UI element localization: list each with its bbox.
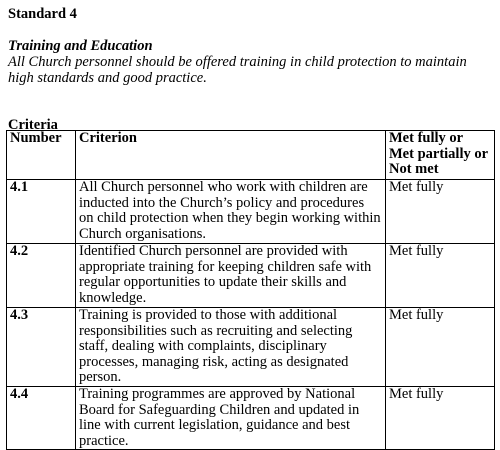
header-number: Number <box>7 131 76 180</box>
table-header-row <box>7 131 495 180</box>
table-row <box>7 180 495 244</box>
criteria-caption: Criteria <box>8 117 58 133</box>
criterion-met-status: Met fully <box>386 308 495 387</box>
criterion-met-status: Met fully <box>386 244 495 308</box>
criterion-number: 4.2 <box>7 244 76 308</box>
criterion-number: 4.1 <box>7 180 76 244</box>
criterion-text: Training is provided to those with additional responsibilities such as recruiting and selecting staff, dealing with complaints, disciplinary processes, managing risk, acting as designated person. <box>76 308 386 387</box>
header-criterion: Criterion <box>76 131 386 180</box>
criteria-table <box>6 130 495 450</box>
criterion-met-status: Met fully <box>386 386 495 449</box>
standard-title: Standard 4 <box>8 6 77 22</box>
section-heading: Training and Education <box>8 38 153 54</box>
table-row <box>7 386 495 449</box>
table-row <box>7 244 495 308</box>
criterion-met-status: Met fully <box>386 180 495 244</box>
criterion-text: All Church personnel who work with children are inducted into the Church’s policy and procedures on child protection when they begin working within Church organisations. <box>76 180 386 244</box>
criterion-number: 4.3 <box>7 308 76 387</box>
table-row <box>7 308 495 387</box>
criterion-number: 4.4 <box>7 386 76 449</box>
header-met: Met fully or Met partially or Not met <box>386 131 495 180</box>
section-description: All Church personnel should be offered training in child protection to maintain high standards and good practice. <box>8 54 467 86</box>
criterion-text: Training programmes are approved by National Board for Safeguarding Children and updated in line with current legislation, guidance and best practice. <box>76 386 386 449</box>
criterion-text: Identified Church personnel are provided with appropriate training for keeping children safe with regular opportunities to update their skills and knowledge. <box>76 244 386 308</box>
